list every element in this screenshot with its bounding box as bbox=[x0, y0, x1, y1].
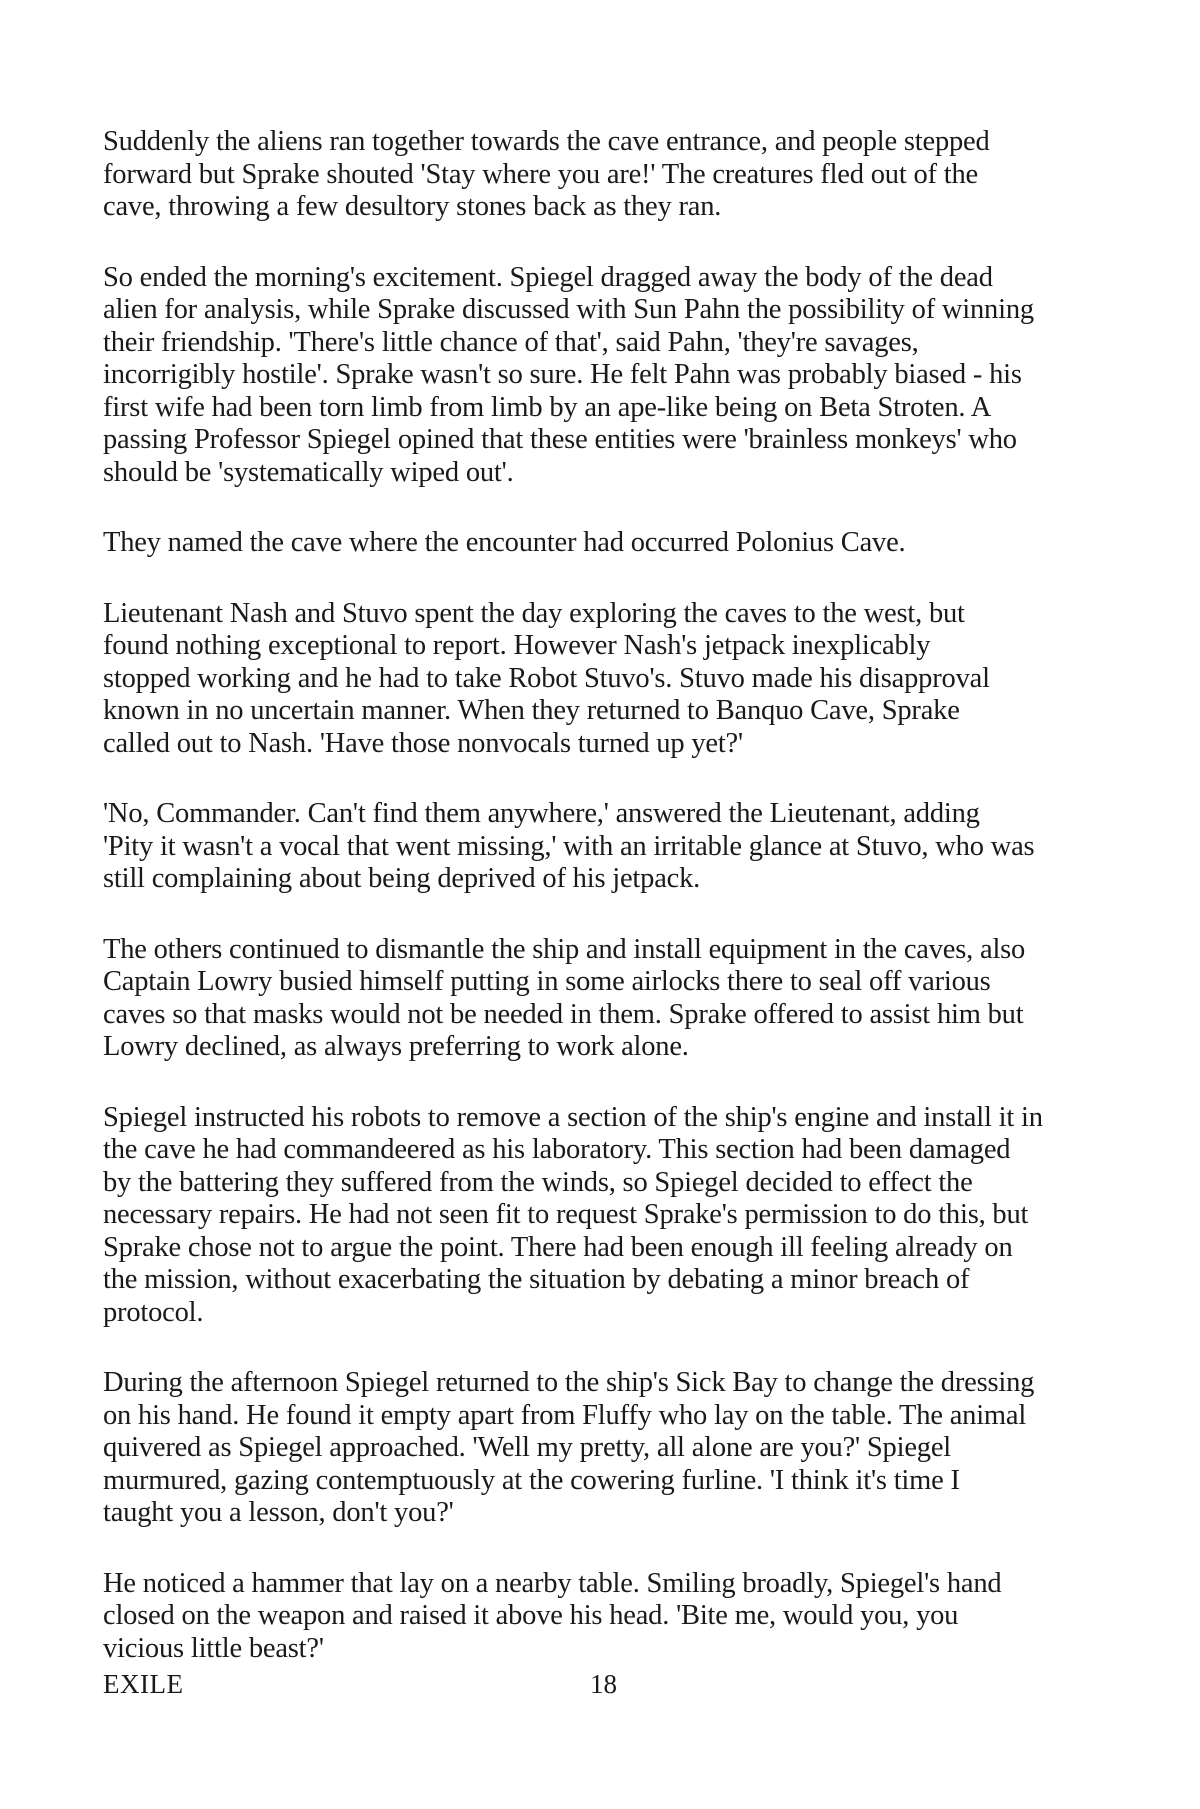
page-number: 18 bbox=[590, 1669, 617, 1699]
text-line: Captain Lowry busied himself putting in some airlocks there to seal off various bbox=[103, 966, 991, 997]
text-line: closed on the weapon and raised it above his head. 'Bite me, would you, you bbox=[103, 1600, 959, 1631]
text-line: So ended the morning's excitement. Spiegel dragged away the body of the dead bbox=[103, 261, 993, 293]
text-line: Sprake chose not to argue the point. There had been enough ill feeling already on bbox=[103, 1231, 1013, 1263]
text-line: During the afternoon Spiegel returned to the ship's Sick Bay to change the dressing bbox=[103, 1367, 1035, 1398]
paragraph bbox=[103, 527, 1103, 560]
text-line: murmured, gazing contemptuously at the cowering furline. 'I think it's time I bbox=[103, 1464, 960, 1496]
paragraph bbox=[103, 598, 1103, 761]
paragraph bbox=[103, 1367, 1103, 1530]
text-line: quivered as Spiegel approached. 'Well my pretty, all alone are you?' Spiegel bbox=[103, 1432, 951, 1463]
text-line: cave, throwing a few desultory stones back as they ran. bbox=[103, 191, 722, 222]
text-line: incorrigibly hostile'. Sprake wasn't so sure. He felt Pahn was probably biased - his bbox=[103, 359, 1022, 390]
text-line: by the battering they suffered from the winds, so Spiegel decided to effect the bbox=[103, 1166, 973, 1198]
text-line: caves so that masks would not be needed in them. Sprake offered to assist him but bbox=[103, 998, 1024, 1030]
text-line: 'Pity it wasn't a vocal that went missing,' with an irritable glance at Stuvo, who was bbox=[103, 830, 1035, 862]
text-line: Lieutenant Nash and Stuvo spent the day exploring the caves to the west, but bbox=[103, 597, 965, 629]
text-line: Suddenly the aliens ran together towards the cave entrance, and people stepped bbox=[103, 126, 990, 157]
text-line: on his hand. He found it empty apart from Fluffy who lay on the table. The animal bbox=[103, 1399, 1027, 1431]
paragraph bbox=[103, 934, 1103, 1064]
text-line: found nothing exceptional to report. However Nash's jetpack inexplicably bbox=[103, 630, 931, 661]
text-line: vicious little beast?' bbox=[103, 1632, 324, 1664]
paragraph bbox=[103, 126, 1103, 224]
text-line: still complaining about being deprived of his jetpack. bbox=[103, 863, 701, 894]
text-line: forward but Sprake shouted 'Stay where you are!' The creatures fled out of the bbox=[103, 158, 978, 190]
text-line: alien for analysis, while Sprake discussed with Sun Pahn the possibility of winning bbox=[103, 294, 1034, 325]
body-text bbox=[103, 126, 1103, 1703]
text-line: taught you a lesson, don't you?' bbox=[103, 1497, 454, 1528]
footer-book-title: EXILE bbox=[103, 1669, 184, 1699]
paragraph bbox=[103, 262, 1103, 490]
text-line: stopped working and he had to take Robot Stuvo's. Stuvo made his disapproval bbox=[103, 662, 990, 694]
text-line: called out to Nash. 'Have those nonvocals turned up yet?' bbox=[103, 727, 743, 759]
text-line: necessary repairs. He had not seen fit to request Sprake's permission to do this, but bbox=[103, 1199, 1029, 1230]
text-line: first wife had been torn limb from limb by an ape-like being on Beta Stroten. A bbox=[103, 391, 992, 423]
paragraph bbox=[103, 798, 1103, 896]
text-line: passing Professor Spiegel opined that these entities were 'brainless monkeys' who bbox=[103, 424, 1017, 455]
paragraph bbox=[103, 1568, 1103, 1666]
text-line: He noticed a hammer that lay on a nearby table. Smiling broadly, Spiegel's hand bbox=[103, 1567, 1002, 1599]
text-line: the cave he had commandeered as his laboratory. This section had been damaged bbox=[103, 1134, 1011, 1165]
text-line: should be 'systematically wiped out'. bbox=[103, 456, 514, 488]
text-line: They named the cave where the encounter had occurred Polonius Cave. bbox=[103, 527, 906, 558]
text-line: The others continued to dismantle the ship and install equipment in the caves, also bbox=[103, 933, 1026, 965]
text-line: the mission, without exacerbating the situation by debating a minor breach of bbox=[103, 1264, 970, 1295]
text-line: their friendship. 'There's little chance of that', said Pahn, 'they're savages, bbox=[103, 326, 919, 358]
text-line: 'No, Commander. Can't find them anywhere,' answered the Lieutenant, adding bbox=[103, 798, 980, 829]
text-line: Lowry declined, as always preferring to work alone. bbox=[103, 1031, 689, 1062]
text-line: known in no uncertain manner. When they returned to Banquo Cave, Sprake bbox=[103, 695, 960, 726]
text-line: protocol. bbox=[103, 1296, 204, 1328]
text-line: Spiegel instructed his robots to remove a section of the ship's engine and install it in bbox=[103, 1101, 1043, 1133]
paragraph bbox=[103, 1102, 1103, 1330]
